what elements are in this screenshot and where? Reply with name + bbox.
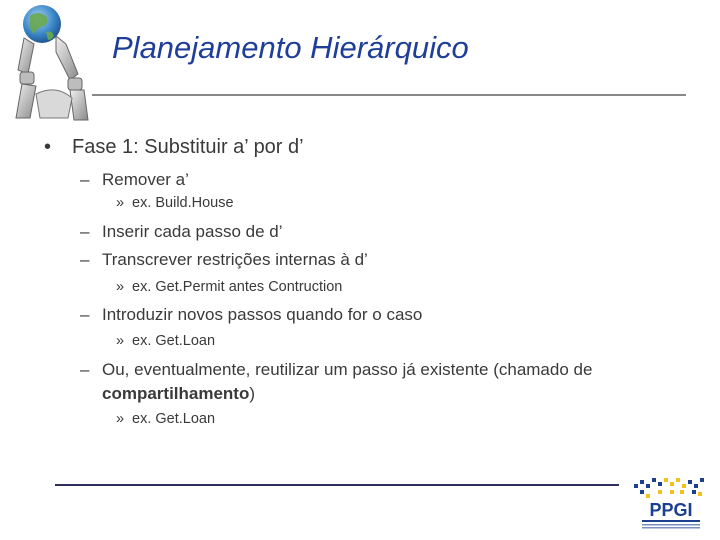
dash-marker: – [80, 305, 90, 324]
bullet-text: Fase 1: Substituir a’ por d’ [72, 136, 304, 158]
bullet-text: Ou, eventualmente, reutilizar um passo já existente (chamado de [102, 360, 593, 379]
bullet-text: ex. Get.Loan [132, 411, 216, 427]
bullet-text: Inserir cada passo de d’ [102, 222, 283, 241]
logo-text: PPGI [649, 500, 693, 520]
chevron-marker: » [116, 333, 125, 349]
bullet-text: ) [249, 384, 256, 403]
bullet-text: Transcrever restrições internas à d’ [102, 250, 368, 269]
bullet-text: ex. Get.Loan [132, 333, 216, 349]
dash-marker: – [80, 250, 90, 269]
bullet-marker: • [44, 136, 52, 158]
footer-divider [55, 484, 619, 486]
bullet-text: Remover a’ [102, 170, 189, 189]
dash-marker: – [80, 170, 90, 189]
bullet-text: Introduzir novos passos quando for o caso [102, 305, 423, 324]
ppgi-logo [632, 474, 710, 534]
chevron-marker: » [116, 195, 125, 211]
slide-title: Planejamento Hierárquico [112, 30, 469, 65]
dash-marker: – [80, 222, 90, 241]
chevron-marker: » [116, 279, 125, 295]
bold-term: compartilhamento [102, 384, 250, 403]
dash-marker: – [80, 360, 90, 379]
bullet-text: ex. Get.Permit antes Contruction [132, 279, 343, 295]
chevron-marker: » [116, 411, 125, 427]
bullet-level2-continuation [102, 384, 255, 404]
bullet-text: ex. Build.House [132, 195, 234, 211]
